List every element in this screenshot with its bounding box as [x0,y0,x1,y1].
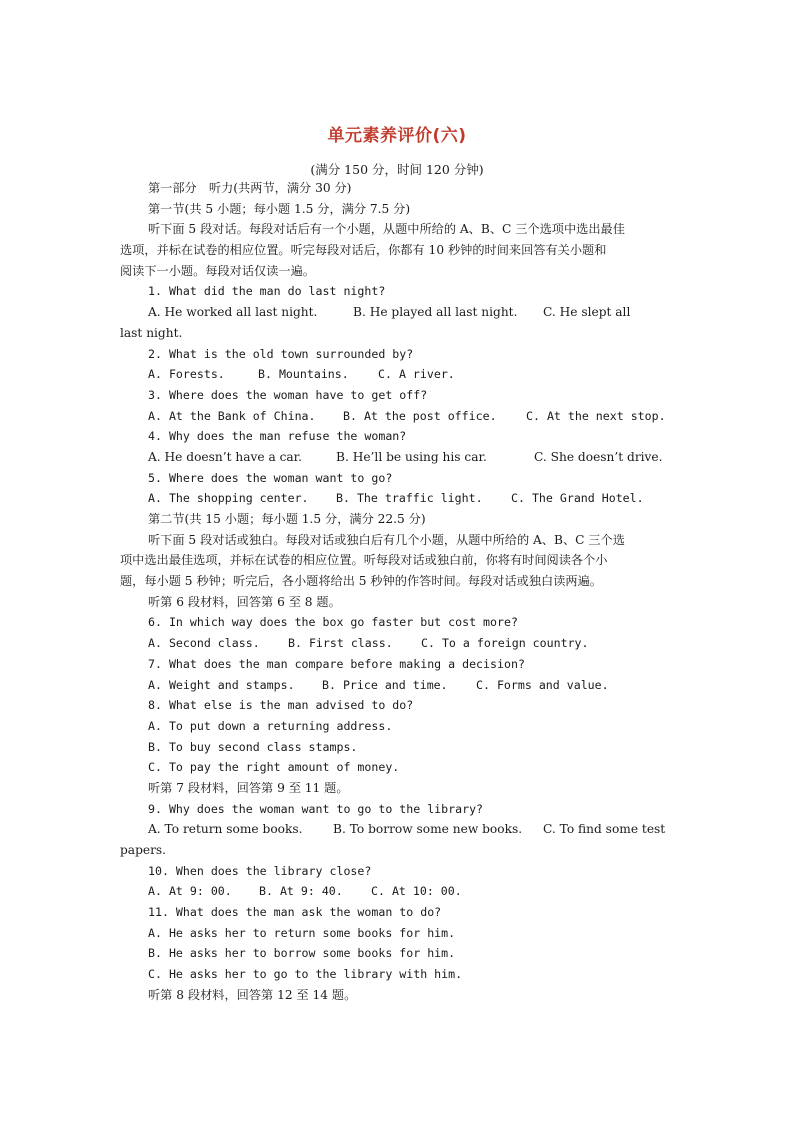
option-c: C. She doesn’t drive. [534,449,663,464]
material-6-note: 听第 6 段材料，回答第 6 至 8 题。 [148,594,341,609]
question-2-options [120,364,676,385]
page-title: 单元素养评价(六) [327,126,467,146]
option-b: B. To buy second class stamps. [148,739,358,754]
option-c: C. Forms and value. [476,677,609,692]
option-a: A. He doesn’t have a car. [148,449,303,464]
question-1-options [120,302,676,323]
section2-instructions-line: 项中选出最佳选项，并标在试卷的相应位置。听每段对话或独白前，你将有时间阅读各个小 [120,553,608,568]
option-a: A. He worked all last night. [148,305,318,320]
option-b: B. At 9: 40. [259,884,343,899]
section1-instructions-line: 听下面 5 段对话。每段对话后有一个小题，从题中所给的 A、B、C 三个选项中选出最佳 [148,222,625,237]
section1-instructions-line: 阅读下一小题。每段对话仅读一遍。 [120,263,315,278]
option-a: A. He asks her to return some books for him. [148,925,456,940]
question-6-options [120,633,676,654]
option-b: B. He’ll be using his car. [336,449,487,464]
option-c-continued: last night. [120,325,183,340]
question-10-options [120,881,676,902]
section1-instructions-line: 选项，并标在试卷的相应位置。听完每段对话后，你都有 10 秒钟的时间来回答有关小题和 [120,243,607,258]
option-c: C. At 10: 00. [371,884,462,899]
option-b: B. To borrow some new books. [333,822,523,837]
option-b: B. The traffic light. [336,491,483,506]
option-a: A. To put down a returning address. [148,718,393,733]
document-body [120,178,676,1006]
section2-instructions-line: 听下面 5 段对话或独白。每段对话或独白后有几个小题，从题中所给的 A、B、C 三个选 [148,532,625,547]
option-a: A. Second class. [148,636,260,651]
option-c-continued: papers. [120,843,167,857]
question-5: 5. Where does the woman want to go? [148,470,393,485]
option-b: B. Price and time. [322,677,448,692]
question-10: 10. When does the library close? [148,863,372,878]
section2-heading: 第二节(共 15 小题；每小题 1.5 分，满分 22.5 分) [148,512,426,526]
option-c: C. To a foreign country. [421,636,589,651]
question-2: 2. What is the old town surrounded by? [148,346,414,361]
question-9-options [120,819,676,840]
option-b: B. He asks her to borrow some books for him. [148,946,456,961]
option-a: A. To return some books. [148,822,303,837]
option-c: C. He asks her to go to the library with him. [148,967,463,982]
question-7: 7. What does the man compare before making a decision? [148,656,525,671]
option-b: B. At the post office. [343,408,497,423]
question-1: 1. What did the man do last night? [148,284,386,299]
page-subtitle: (满分 150 分，时间 120 分钟) [310,162,484,177]
option-a: A. At 9: 00. [148,884,232,899]
option-a: A. Forests. [148,367,225,382]
section1-heading: 第一节(共 5 小题；每小题 1.5 分，满分 7.5 分) [148,201,411,216]
option-b: B. First class. [288,636,393,651]
option-a: A. Weight and stamps. [148,677,295,692]
option-c: C. He slept all [543,305,631,320]
question-4: 4. Why does the man refuse the woman? [148,429,407,444]
question-8: 8. What else is the man advised to do? [148,698,414,713]
option-c: C. A river. [378,367,455,382]
material-7-note: 听第 7 段材料，回答第 9 至 11 题。 [148,780,349,795]
option-a: A. At the Bank of China. [148,408,316,423]
option-c: C. The Grand Hotel. [511,491,644,506]
option-c: C. To pay the right amount of money. [148,760,400,775]
question-6: 6. In which way does the box go faster but cost more? [148,615,518,630]
option-c: C. To find some test [543,822,666,837]
section2-instructions-line: 题，每小题 5 秒钟；听完后，各小题将给出 5 秒钟的作答时间。每段对话或独白读两遍。 [120,574,602,589]
option-c: C. At the next stop. [526,408,666,423]
part1-heading: 第一部分 听力(共两节，满分 30 分) [148,181,352,195]
question-3: 3. Where does the woman have to get off? [148,387,428,402]
question-5-options [120,488,676,509]
question-7-options [120,675,676,696]
question-4-options [120,447,676,468]
option-a: A. The shopping center. [148,491,309,506]
material-8-note: 听第 8 段材料，回答第 12 至 14 题。 [148,987,357,1002]
option-b: B. Mountains. [258,367,349,382]
question-9: 9. Why does the woman want to go to the library? [148,801,484,816]
option-b: B. He played all last night. [353,305,518,320]
question-3-options [120,406,676,427]
question-11: 11. What does the man ask the woman to do? [148,905,442,920]
